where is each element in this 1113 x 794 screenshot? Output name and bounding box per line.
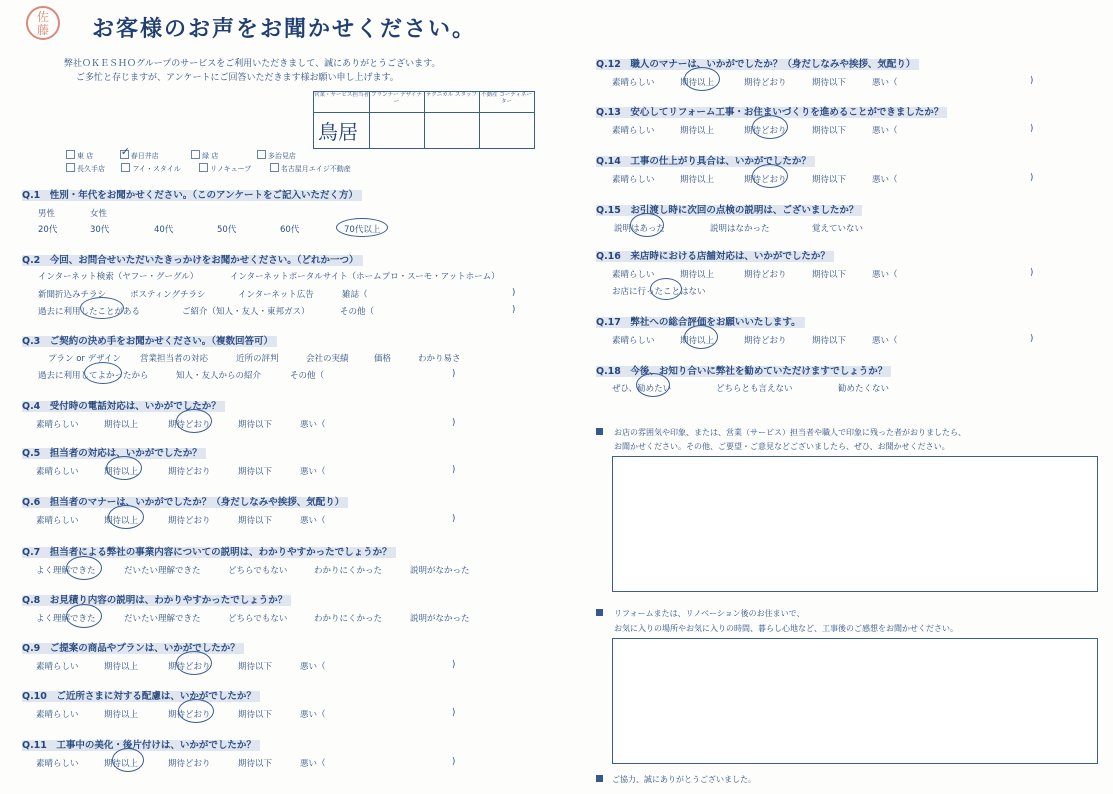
closing-bullet bbox=[596, 775, 603, 782]
q17-option-selected[interactable]: 期待以上 bbox=[680, 336, 715, 346]
q1-option[interactable]: 60代 bbox=[280, 225, 300, 235]
store-row-2 bbox=[66, 163, 351, 174]
q7-heading: Q.7 担当者による弊社の事業内容についての説明は、わかりやすかったでしょうか？ bbox=[22, 544, 396, 558]
q2-option[interactable]: インターネット広告 bbox=[238, 290, 314, 300]
staff-header-sales: 営業・サービス担当者 bbox=[314, 92, 369, 113]
answer-circle bbox=[80, 297, 124, 319]
q12-option[interactable]: 悪い（ bbox=[872, 78, 898, 88]
q11-option[interactable]: 悪い（ bbox=[300, 759, 326, 769]
q3-heading: Q.3 ご契約の決め手をお聞かせください。（複数回答可） bbox=[22, 333, 277, 347]
q2-paren: ) bbox=[512, 288, 516, 298]
q14-option-selected[interactable]: 期待どおり bbox=[744, 175, 787, 185]
q9-option[interactable]: 期待以下 bbox=[238, 662, 273, 672]
q16-option[interactable]: 素晴らしい bbox=[612, 270, 655, 280]
q4-heading: Q.4 受付時の電話対応は、いかがでしたか？ bbox=[22, 398, 225, 412]
q13-option[interactable]: 悪い（ bbox=[872, 126, 898, 136]
answer-circle bbox=[106, 456, 142, 480]
answer-circle bbox=[684, 325, 718, 349]
comment-1-bullet bbox=[596, 428, 603, 435]
q10-option[interactable]: 期待以下 bbox=[238, 710, 273, 720]
answer-circle bbox=[176, 409, 212, 433]
q14-option[interactable]: 期待以上 bbox=[680, 175, 715, 185]
q2-option[interactable]: 雑誌（ bbox=[342, 290, 368, 300]
staff-header-realestate: 不動産 コーディネーター bbox=[479, 92, 534, 113]
q7-option[interactable]: 説明がなかった bbox=[410, 566, 470, 576]
q4-option[interactable]: 悪い（ bbox=[300, 420, 326, 430]
q17-option[interactable]: 期待以下 bbox=[812, 336, 847, 346]
q5-option[interactable]: 素晴らしい bbox=[36, 467, 79, 477]
comment-2-prompt-line1: リフォームまたは、リノベーション後のお住まいで、 bbox=[614, 609, 805, 618]
answer-circle bbox=[336, 218, 388, 237]
store-option-checked[interactable]: ✓ 春日井店 bbox=[120, 145, 159, 160]
q4-option[interactable]: 素晴らしい bbox=[36, 420, 79, 430]
q3-option[interactable]: 近所の評判 bbox=[236, 354, 279, 364]
q15-option[interactable]: 説明はなかった bbox=[710, 224, 770, 234]
q13-paren: ) bbox=[1030, 124, 1034, 134]
store-option[interactable]: 多治見店 bbox=[257, 152, 296, 160]
answer-circle bbox=[66, 604, 102, 628]
store-row-1 bbox=[66, 145, 296, 161]
seal-text: 佐藤 bbox=[36, 10, 49, 37]
q11-heading: Q.11 工事中の美化・後片付けは、いかがでしたか？ bbox=[22, 737, 260, 751]
store-option[interactable]: 東 店 bbox=[66, 152, 93, 160]
q3-option[interactable]: わかり易さ bbox=[418, 354, 461, 364]
q17-option[interactable]: 期待どおり bbox=[744, 336, 787, 346]
answer-circle bbox=[66, 556, 102, 580]
q12-option[interactable]: 期待以下 bbox=[812, 78, 847, 88]
q5-option-selected[interactable]: 期待以上 bbox=[104, 467, 139, 477]
staff-header-technical: テクニカル スタッフ bbox=[424, 92, 479, 113]
answer-circle bbox=[636, 373, 670, 397]
q18-option[interactable]: 勧めたくない bbox=[838, 384, 890, 394]
staff-table bbox=[313, 91, 535, 149]
q6-heading: Q.6 担当者のマナーは、いかがでしたか？（身だしなみや挨拶、気配り） bbox=[22, 494, 348, 508]
q8-option[interactable]: だいたい理解できた bbox=[124, 614, 201, 624]
q2-option[interactable]: インターネットポータルサイト（ホームプロ・スーモ・アットホーム） bbox=[230, 272, 500, 282]
seal-stamp bbox=[26, 6, 60, 40]
q5-option[interactable]: 期待どおり bbox=[168, 467, 211, 477]
q4-paren: ) bbox=[452, 418, 456, 428]
answer-circle bbox=[84, 362, 122, 384]
q3-option[interactable]: 知人・友人からの紹介 bbox=[176, 371, 262, 381]
answer-circle bbox=[112, 748, 144, 772]
q16-option-selected[interactable]: お店に行ったことはない bbox=[612, 287, 706, 297]
q1-option[interactable]: 男性 bbox=[38, 209, 56, 219]
q1-option-selected[interactable]: 70代以上 bbox=[344, 225, 381, 235]
q5-paren: ) bbox=[452, 465, 456, 475]
q12-option-selected[interactable]: 期待以上 bbox=[680, 78, 715, 88]
store-option[interactable]: 緑 店 bbox=[191, 152, 218, 160]
q18-option[interactable]: どちらとも言えない bbox=[716, 384, 793, 394]
q16-option[interactable]: 悪い（ bbox=[872, 270, 898, 280]
q13-option[interactable]: 期待以下 bbox=[812, 126, 847, 136]
q8-option[interactable]: 説明がなかった bbox=[410, 614, 470, 624]
q2-option[interactable]: インターネット検索（ヤフー・グーグル） bbox=[38, 272, 199, 282]
q10-option[interactable]: 悪い（ bbox=[300, 710, 326, 720]
q18-heading: Q.18 今後、お知り合いに弊社を勧めていただけますでしょうか？ bbox=[596, 363, 891, 377]
q4-option-selected[interactable]: 期待どおり bbox=[168, 420, 211, 430]
q9-option[interactable]: 素晴らしい bbox=[36, 662, 79, 672]
q9-heading: Q.9 ご提案の商品やプランは、いかがでしたか？ bbox=[22, 640, 244, 654]
q2-option[interactable]: ポスティングチラシ bbox=[130, 290, 206, 300]
q16-option[interactable]: 期待以下 bbox=[812, 270, 847, 280]
q10-heading: Q.10 ご近所さまに対する配慮は、いかがでしたか？ bbox=[22, 688, 260, 702]
comment-1-prompt-line1: お店の雰囲気や印象、または、営業（サービス）担当者や職人で印象に残った者がおりましたら、 bbox=[614, 428, 966, 437]
q4-option[interactable]: 期待以上 bbox=[104, 420, 139, 430]
answer-circle bbox=[650, 278, 682, 300]
answer-circle bbox=[752, 115, 788, 139]
q10-option[interactable]: 素晴らしい bbox=[36, 710, 79, 720]
q10-paren: ) bbox=[452, 708, 456, 718]
store-option[interactable]: 長久手店 bbox=[66, 165, 105, 173]
q5-heading: Q.5 担当者の対応は、いかがでしたか？ bbox=[22, 445, 206, 459]
comment-2-prompt-line2: お気に入りの場所やお気に入りの時間、暮らし心地など、工事後のご感想をお聞かせください。 bbox=[614, 624, 958, 633]
q7-option[interactable]: わかりにくかった bbox=[314, 566, 383, 576]
q3-option[interactable]: その他（ bbox=[290, 371, 325, 381]
q1-option[interactable]: 30代 bbox=[90, 225, 110, 235]
q7-option-selected[interactable]: よく理解できた bbox=[36, 566, 96, 576]
q6-option[interactable]: 期待以下 bbox=[238, 516, 273, 526]
q9-option-selected[interactable]: 期待どおり bbox=[168, 662, 211, 672]
q13-option[interactable]: 期待以上 bbox=[680, 126, 715, 136]
comment-2-textarea[interactable] bbox=[612, 638, 1098, 764]
q16-option[interactable]: 期待以上 bbox=[680, 270, 715, 280]
q14-heading: Q.14 工事の仕上がり具合は、いかがでしたか？ bbox=[596, 153, 815, 167]
q17-paren: ) bbox=[1030, 334, 1034, 344]
q10-option[interactable]: 期待以上 bbox=[104, 710, 139, 720]
q2-paren: ) bbox=[512, 305, 516, 315]
page-title: お客様のお声をお聞かせください。 bbox=[92, 17, 477, 42]
q2-option-selected[interactable]: 過去に利用したことがある bbox=[38, 307, 141, 317]
answer-circle bbox=[178, 699, 214, 723]
q6-option[interactable]: 悪い（ bbox=[300, 516, 326, 526]
intro-line-2: ご多忙と存じますが、アンケートにご回答いただきます様お願い申し上げます。 bbox=[76, 73, 399, 83]
comment-1-prompt-line2: お聞かせください。その他、ご要望・ご意見などございましたら、ぜひ、お聞かせください。 bbox=[614, 442, 950, 451]
staff-header-planner: プランナー デザイナー bbox=[369, 92, 424, 113]
q12-option[interactable]: 素晴らしい bbox=[612, 78, 655, 88]
q9-option[interactable]: 期待以上 bbox=[104, 662, 139, 672]
answer-circle bbox=[176, 651, 212, 675]
q5-option[interactable]: 期待以下 bbox=[238, 467, 273, 477]
q14-option[interactable]: 悪い（ bbox=[872, 175, 898, 185]
q3-option[interactable]: プラン or デザイン bbox=[48, 354, 122, 364]
q1-option[interactable]: 40代 bbox=[154, 225, 174, 235]
q8-option-selected[interactable]: よく理解できた bbox=[36, 614, 96, 624]
comment-2-bullet bbox=[596, 609, 603, 616]
q8-option[interactable]: わかりにくかった bbox=[314, 614, 383, 624]
q12-option[interactable]: 期待どおり bbox=[744, 78, 787, 88]
q15-option-selected[interactable]: 説明はあった bbox=[614, 224, 665, 234]
q1-option[interactable]: 50代 bbox=[217, 225, 237, 235]
q16-option[interactable]: 期待どおり bbox=[744, 270, 787, 280]
q3-option[interactable]: 価格 bbox=[374, 354, 392, 364]
q3-option[interactable]: 会社の実績 bbox=[306, 354, 349, 364]
q3-option[interactable]: 営業担当者の対応 bbox=[140, 354, 209, 364]
q16-paren: ) bbox=[1030, 268, 1034, 278]
q1-heading: Q.1 性別・年代をお聞かせください。（このアンケートをご記入いただく方） bbox=[22, 187, 362, 201]
q14-option[interactable]: 期待以下 bbox=[812, 175, 847, 185]
closing-text: ご協力、誠にありがとうございました。 bbox=[612, 775, 756, 784]
q8-option[interactable]: どちらでもない bbox=[228, 614, 288, 624]
q17-option[interactable]: 悪い（ bbox=[872, 336, 898, 346]
q9-option[interactable]: 悪い（ bbox=[300, 662, 326, 672]
q5-option[interactable]: 悪い（ bbox=[300, 467, 326, 477]
handwritten-staff-name: 鳥居 bbox=[318, 120, 358, 144]
q13-heading: Q.13 安心してリフォーム工事・お住まいづくりを進めることができましたか？ bbox=[596, 104, 947, 118]
q8-heading: Q.8 お見積り内容の説明は、わかりやすかったでしょうか？ bbox=[22, 592, 291, 606]
q6-option[interactable]: 素晴らしい bbox=[36, 516, 79, 526]
q11-option[interactable]: 期待以下 bbox=[238, 759, 273, 769]
q11-option-selected[interactable]: 期待以上 bbox=[104, 759, 139, 769]
q7-option[interactable]: どちらでもない bbox=[228, 566, 288, 576]
q9-paren: ) bbox=[452, 660, 456, 670]
store-option[interactable]: リノキューブ bbox=[199, 165, 251, 173]
q2-heading: Q.2 今回、お問合せいただいたきっかけをお聞かせください。（どれか一つ） bbox=[22, 252, 363, 266]
answer-circle bbox=[630, 213, 664, 237]
q6-option-selected[interactable]: 期待以上 bbox=[104, 516, 139, 526]
q12-heading: Q.12 職人のマナーは、いかがでしたか？（身だしなみや挨拶、気配り） bbox=[596, 56, 919, 70]
q2-option[interactable]: その他（ bbox=[340, 307, 375, 317]
store-option[interactable]: アイ・スタイル bbox=[121, 165, 180, 173]
q3-option-selected[interactable]: 過去に利用してよかったから bbox=[38, 371, 149, 381]
answer-circle bbox=[752, 164, 788, 188]
q15-heading: Q.15 お引渡し時に次回の点検の説明は、ございましたか？ bbox=[596, 202, 862, 216]
q6-paren: ) bbox=[452, 514, 456, 524]
q11-option[interactable]: 素晴らしい bbox=[36, 759, 79, 769]
q6-option[interactable]: 期待どおり bbox=[168, 516, 211, 526]
q10-option-selected[interactable]: 期待どおり bbox=[168, 710, 211, 720]
q15-option[interactable]: 覚えていない bbox=[812, 224, 864, 234]
intro-line-1: 弊社ＯＫＥＳＨＯグループのサービスをご利用いただきまして、誠にありがとうございます。 bbox=[64, 59, 441, 69]
answer-circle bbox=[108, 505, 144, 529]
store-option[interactable]: 名古屋月エイジ不動産 bbox=[270, 165, 351, 173]
comment-1-textarea[interactable] bbox=[612, 456, 1098, 592]
q16-heading: Q.16 来店時における店舗対応は、いかがでしたか？ bbox=[596, 248, 834, 262]
q13-option-selected[interactable]: 期待どおり bbox=[744, 126, 787, 136]
q4-option[interactable]: 期待以下 bbox=[238, 420, 273, 430]
q17-heading: Q.17 弊社への総合評価をお願いいたします。 bbox=[596, 314, 805, 328]
q14-option[interactable]: 素晴らしい bbox=[612, 175, 655, 185]
answer-circle bbox=[684, 67, 720, 91]
q17-option[interactable]: 素晴らしい bbox=[612, 336, 655, 346]
q1-option[interactable]: 20代 bbox=[38, 225, 58, 235]
q14-paren: ) bbox=[1030, 173, 1034, 183]
q11-paren: ) bbox=[452, 757, 456, 767]
q12-paren: ) bbox=[1030, 76, 1034, 86]
q7-option[interactable]: だいたい理解できた bbox=[124, 566, 201, 576]
q18-option-selected[interactable]: ぜひ、勧めたい bbox=[612, 384, 672, 394]
q13-option[interactable]: 素晴らしい bbox=[612, 126, 655, 136]
q1-option[interactable]: 女性 bbox=[90, 209, 108, 219]
q2-option[interactable]: 新聞折込みチラシ bbox=[38, 290, 107, 300]
q2-option[interactable]: ご紹介（知人・友人・東邦ガス） bbox=[182, 307, 310, 317]
q11-option[interactable]: 期待どおり bbox=[168, 759, 211, 769]
q3-paren: ) bbox=[452, 369, 456, 379]
